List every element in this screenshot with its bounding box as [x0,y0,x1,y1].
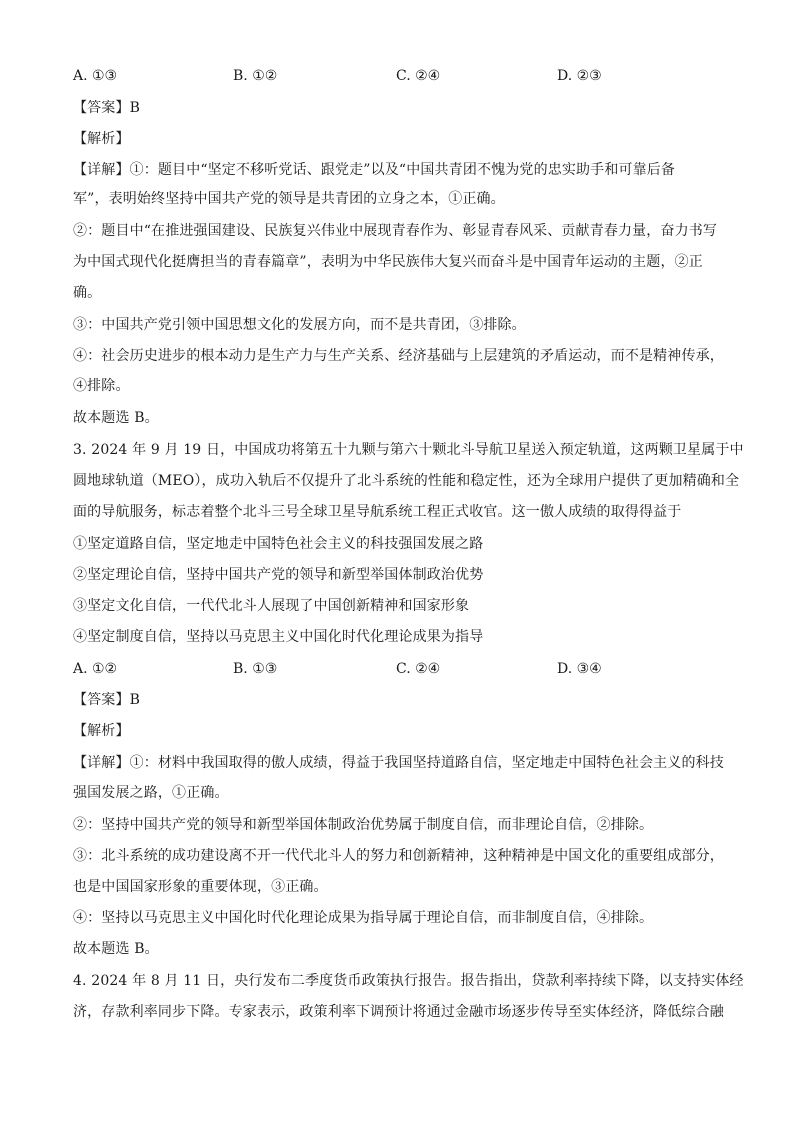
q3-statement: ②坚定理论自信，坚持中国共产党的领导和新型举国体制政治优势 [73,567,484,583]
q3-stem-line: 3. 2024 年 9 月 19 日，中国成功将第五十九颗与第六十颗北斗导航卫星送入预定轨道，这两颗卫星属于中 [73,442,744,458]
q3-statement: ①坚定道路自信，坚定地走中国特色社会主义的科技强国发展之路 [73,536,484,552]
q2-option-b: B. ①② [233,68,278,84]
q3-statement: ③坚定文化自信，一代代北斗人展现了中国创新精神和国家形象 [73,598,470,614]
q2-option-c: C. ②④ [396,68,441,84]
q2-detail-line: ④排除。 [73,378,130,394]
q3-detail-line: ④：坚持以马克思主义中国化时代化理论成果为指导属于理论自信，而非制度自信，④排除。 [73,910,654,926]
q2-option-d: D. ②③ [557,68,602,84]
q2-detail-line: 【详解】①：题目中“坚定不移听党话、跟党走”以及“中国共青团不愧为党的忠实助手和可靠后备 [73,162,676,178]
q3-detail-line: 【详解】①：材料中我国取得的傲人成绩，得益于我国坚持道路自信，坚定地走中国特色社会主义的科技 [73,755,724,771]
q2-detail-line: 确。 [73,285,102,301]
q2-option-a: A. ①③ [73,68,118,84]
q3-stem-line: 面的导航服务，标志着整个北斗三号全球卫星导航系统工程正式收官。这一傲人成绩的取得得益于 [73,504,682,520]
q2-conclusion: 故本题选 B。 [73,410,159,426]
q2-answer: 【答案】B [73,100,141,116]
q3-analysis-heading: 【解析】 [73,723,130,739]
q3-detail-line: 强国发展之路，①正确。 [73,785,229,801]
q2-detail-line: 为中国式现代化挺膺担当的青春篇章”，表明为中华民族伟大复兴而奋斗是中国青年运动的主题，②正 [73,254,703,270]
q4-stem-line: 济，存款利率同步下降。专家表示，政策利率下调预计将通过金融市场逐步传导至实体经济，降低综合融 [73,1004,724,1020]
q2-detail-line: ③：中国共产党引领中国思想文化的发展方向，而不是共青团，③排除。 [73,317,526,333]
q3-stem-line: 圆地球轨道（MEO），成功入轨后不仅提升了北斗系统的性能和稳定性，还为全球用户提供了更加精确和全 [73,473,740,489]
q3-option-b: B. ①③ [233,661,278,677]
q3-option-a: A. ①② [73,661,118,677]
q2-analysis-heading: 【解析】 [73,131,130,147]
q3-statement: ④坚定制度自信，坚持以马克思主义中国化时代化理论成果为指导 [73,629,484,645]
q3-conclusion: 故本题选 B。 [73,941,159,957]
q3-detail-line: ③：北斗系统的成功建设离不开一代代北斗人的努力和创新精神，这种精神是中国文化的重要组成部分， [73,848,724,864]
q2-detail-line: 军”，表明始终坚持中国共产党的领导是共青团的立身之本，①正确。 [73,191,505,207]
q3-option-d: D. ③④ [557,661,602,677]
q2-detail-line: ②：题目中“在推进强国建设、民族复兴伟业中展现青春作为、彰显青春风采、贡献青春力量，奋力书写 [73,223,718,239]
q3-detail-line: 也是中国国家形象的重要体现，③正确。 [73,879,328,895]
q4-stem-line: 4. 2024 年 8 月 11 日，央行发布二季度货币政策执行报告。报告指出，贷款利率持续下降，以支持实体经 [73,973,744,989]
q2-detail-line: ④：社会历史进步的根本动力是生产力与生产关系、经济基础与上层建筑的矛盾运动，而不是精神传承， [73,348,724,364]
q3-option-c: C. ②④ [396,661,441,677]
q3-answer: 【答案】B [73,692,141,708]
q3-detail-line: ②：坚持中国共产党的领导和新型举国体制政治优势属于制度自信，而非理论自信，②排除。 [73,817,654,833]
